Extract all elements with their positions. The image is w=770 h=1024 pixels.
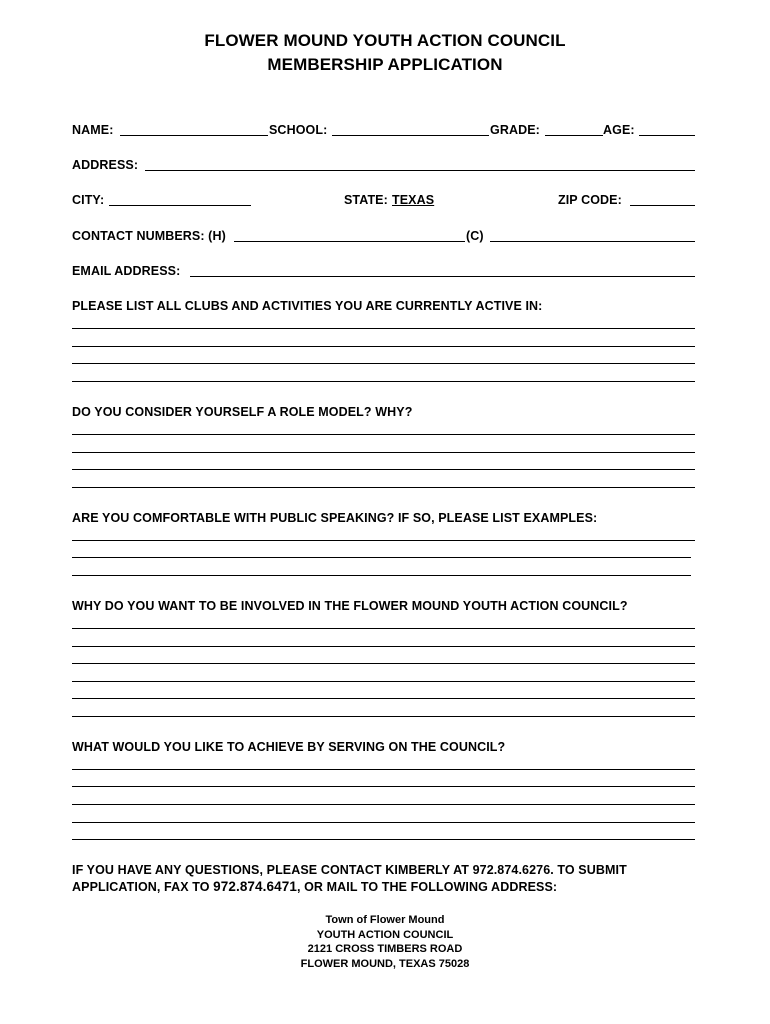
fax-number: 972.874.6471: [213, 879, 297, 894]
answer-line[interactable]: [72, 663, 695, 664]
address-label: ADDRESS:: [72, 158, 139, 172]
contact-label: CONTACT NUMBERS: (H): [72, 229, 226, 243]
grade-label: GRADE:: [490, 123, 540, 137]
zip-field[interactable]: [630, 205, 695, 206]
achieve-question: WHAT WOULD YOU LIKE TO ACHIEVE BY SERVING ON THE COUNCIL?: [72, 740, 506, 754]
state-value: TEXAS: [392, 193, 435, 207]
grade-field[interactable]: [545, 135, 603, 136]
home-phone-field[interactable]: [234, 241, 465, 242]
cell-label: (C): [466, 229, 484, 243]
answer-line[interactable]: [72, 487, 695, 488]
zip-label: ZIP CODE:: [558, 193, 622, 207]
answer-line[interactable]: [72, 628, 695, 629]
address-line-2: YOUTH ACTION COUNCIL: [316, 928, 454, 941]
answer-line[interactable]: [72, 698, 695, 699]
fax-prefix: APPLICATION, FAX TO: [72, 880, 214, 894]
email-label: EMAIL ADDRESS:: [72, 264, 181, 278]
answer-line[interactable]: [72, 346, 695, 347]
answer-line[interactable]: [72, 681, 695, 682]
address-line-1: Town of Flower Mound: [325, 914, 445, 926]
role-model-question: DO YOU CONSIDER YOURSELF A ROLE MODEL? WHY?: [72, 405, 413, 419]
answer-line[interactable]: [72, 557, 691, 558]
city-label: CITY:: [72, 193, 105, 207]
fax-suffix: , OR MAIL TO THE FOLLOWING ADDRESS:: [296, 880, 558, 894]
name-field[interactable]: [120, 135, 268, 136]
clubs-question: PLEASE LIST ALL CLUBS AND ACTIVITIES YOU ARE CURRENTLY ACTIVE IN:: [72, 299, 543, 313]
age-field[interactable]: [639, 135, 695, 136]
answer-line[interactable]: [72, 804, 695, 805]
school-label: SCHOOL:: [269, 123, 328, 137]
cell-phone-field[interactable]: [490, 241, 695, 242]
answer-line[interactable]: [72, 646, 695, 647]
answer-line[interactable]: [72, 716, 695, 717]
answer-line[interactable]: [72, 434, 695, 435]
contact-instructions: IF YOU HAVE ANY QUESTIONS, PLEASE CONTACT KIMBERLY AT 972.874.6276. TO SUBMIT: [72, 863, 627, 877]
form-title: FLOWER MOUND YOUTH ACTION COUNCIL: [204, 31, 566, 50]
state-label: STATE:: [344, 193, 388, 207]
answer-line[interactable]: [72, 769, 695, 770]
city-field[interactable]: [109, 205, 251, 206]
email-field[interactable]: [190, 276, 695, 277]
answer-line[interactable]: [72, 540, 695, 541]
submit-instructions: [72, 879, 557, 895]
public-speaking-question: ARE YOU COMFORTABLE WITH PUBLIC SPEAKING? IF SO, PLEASE LIST EXAMPLES:: [72, 511, 598, 525]
answer-line[interactable]: [72, 363, 695, 364]
answer-line[interactable]: [72, 786, 695, 787]
answer-line[interactable]: [72, 469, 695, 470]
answer-line[interactable]: [72, 381, 695, 382]
answer-line[interactable]: [72, 822, 695, 823]
why-involved-question: WHY DO YOU WANT TO BE INVOLVED IN THE FLOWER MOUND YOUTH ACTION COUNCIL?: [72, 599, 628, 613]
form-subtitle: MEMBERSHIP APPLICATION: [267, 55, 503, 74]
answer-line[interactable]: [72, 328, 695, 329]
name-label: NAME:: [72, 123, 114, 137]
answer-line[interactable]: [72, 839, 695, 840]
address-line-4: FLOWER MOUND, TEXAS 75028: [300, 957, 470, 970]
answer-line[interactable]: [72, 575, 691, 576]
address-field[interactable]: [145, 170, 695, 171]
school-field[interactable]: [332, 135, 489, 136]
answer-line[interactable]: [72, 452, 695, 453]
address-line-3: 2121 CROSS TIMBERS ROAD: [307, 943, 463, 955]
age-label: AGE:: [603, 123, 635, 137]
